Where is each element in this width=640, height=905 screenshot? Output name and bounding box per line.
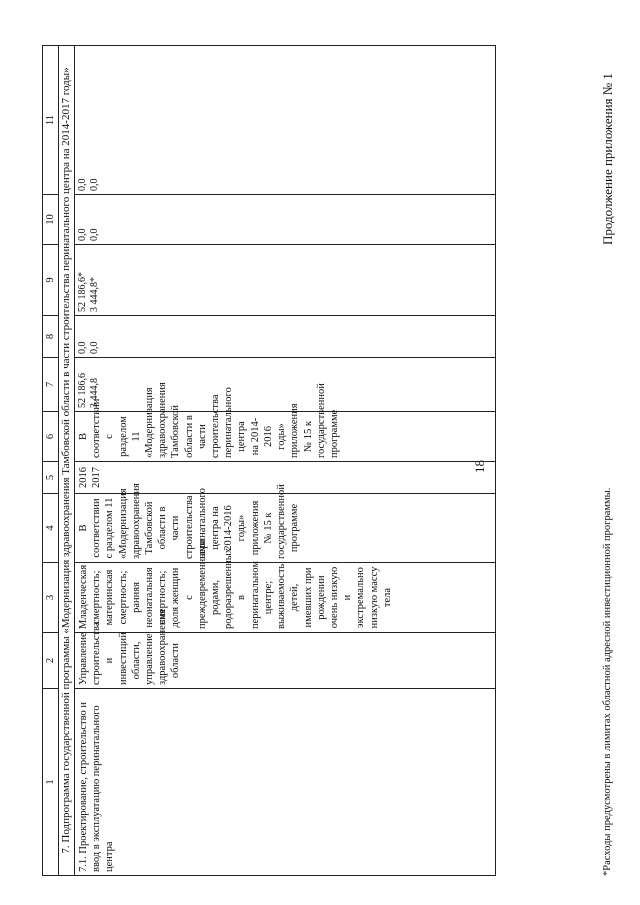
value-2016: 52 186,6* bbox=[76, 272, 88, 312]
col-number: 10 bbox=[43, 195, 59, 245]
col-number: 3 bbox=[43, 563, 59, 633]
col-number: 1 bbox=[43, 689, 59, 876]
value-2017: 3 444,8 bbox=[89, 378, 101, 408]
col-number: 9 bbox=[43, 245, 59, 316]
column-number-row bbox=[43, 46, 59, 876]
page-number: 18 bbox=[472, 460, 487, 473]
cell-executor: Управление строительства и инвестиций области, управление здравоохранения области bbox=[74, 633, 495, 689]
cell-other bbox=[74, 46, 495, 195]
value-2016: 0,0 bbox=[76, 228, 88, 241]
year-start: 2016 bbox=[77, 467, 89, 488]
value-2017: 3 444,8* bbox=[89, 277, 101, 312]
cell-description: В соответствии с разделом 11 «Модернизация здравоохранения Тамбовской области в части строительства перинатального центра на 2014-2016 годы» приложения № 15 к государственной программе bbox=[74, 412, 495, 462]
value-2017: 0,0 bbox=[89, 341, 101, 354]
cell-federal bbox=[74, 316, 495, 358]
col-number: 11 bbox=[43, 46, 59, 195]
cell-regional bbox=[74, 245, 495, 316]
footnote: *Расходы предусмотрены в лимитах областной адресной инвестиционной программы. bbox=[602, 487, 613, 876]
value-2017: 0,0 bbox=[89, 178, 101, 191]
year-end: 2017 bbox=[91, 467, 103, 488]
value-2017: 0,0 bbox=[89, 228, 101, 241]
col-number: 5 bbox=[43, 462, 59, 494]
cell-indicator-values: В соответствии с разделом 11 «Модернизация здравоохранения Тамбовской области в части строительства перинатального центра на 2014-2016 годы» приложения № 15 к государственной программе bbox=[74, 494, 495, 563]
value-2016: 0,0 bbox=[76, 341, 88, 354]
value-2016: 52 186,6 bbox=[76, 373, 88, 408]
cell-total bbox=[74, 358, 495, 412]
col-number: 7 bbox=[43, 358, 59, 412]
cell-local bbox=[74, 195, 495, 245]
table-row bbox=[74, 46, 495, 876]
cell-indicators: Младенческая смертность; материнская смертность; ранняя неонатальная смертность; доля женщин с преждевременными родами, родоразрешенных в перинатальном центре; выживаемость детей, имевших при рождении очень низкую и экстремально низкую массу тела bbox=[74, 563, 495, 633]
col-number: 2 bbox=[43, 633, 59, 689]
data-table bbox=[42, 45, 496, 876]
subprogram-row bbox=[59, 46, 75, 876]
value-2016: 0,0 bbox=[76, 178, 88, 191]
cell-activity: 7.1. Проектирование, строительство и ввод в эксплуатацию перинатального центра bbox=[74, 689, 495, 876]
col-number: 4 bbox=[43, 494, 59, 563]
subprogram-title: 7. Подпрограмма государственной программы «Модернизация здравоохранения Тамбовской области в части строительства перинатального центра на 2014-2017 годы» bbox=[59, 46, 75, 876]
appendix-caption: Продолжение приложения № 1 bbox=[600, 73, 615, 245]
col-number: 6 bbox=[43, 412, 59, 462]
col-number: 8 bbox=[43, 316, 59, 358]
